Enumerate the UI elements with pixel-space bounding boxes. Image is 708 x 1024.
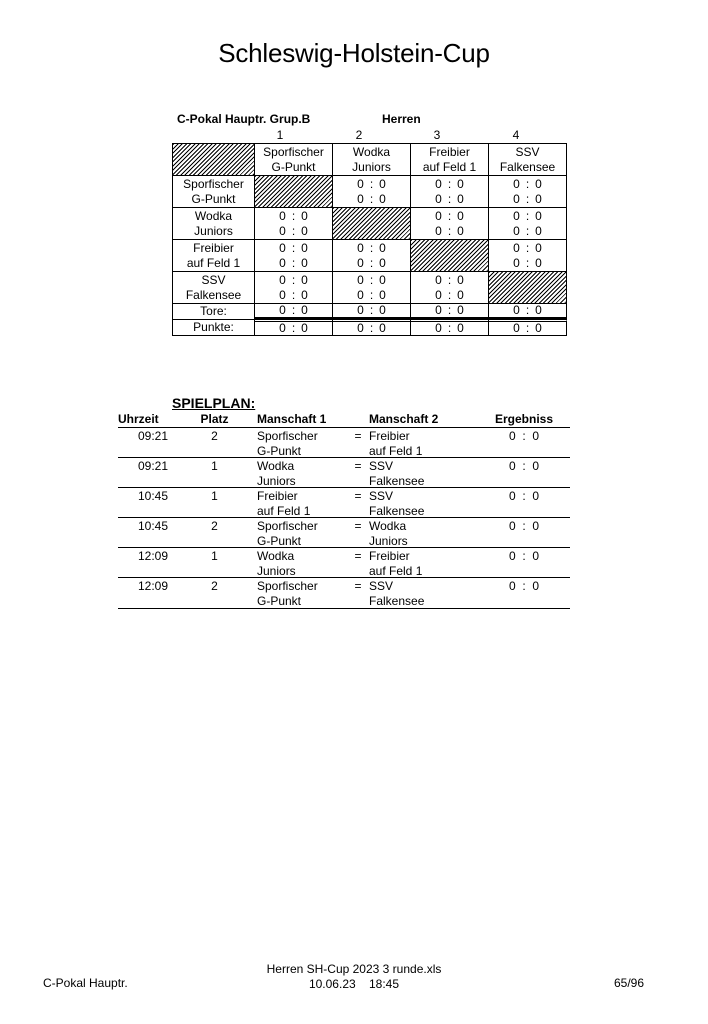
game-eq: = bbox=[354, 459, 362, 473]
score-home: 0 bbox=[279, 208, 286, 223]
column-number: 1 bbox=[276, 128, 284, 142]
score-home: 0 bbox=[279, 272, 286, 287]
team1-line2: Juniors bbox=[257, 474, 296, 488]
score-away: 0 bbox=[535, 223, 542, 238]
score-away: 0 bbox=[457, 303, 464, 317]
team-column-header bbox=[332, 143, 411, 176]
team-column-header bbox=[410, 143, 489, 176]
game-team2 bbox=[369, 549, 479, 577]
category-label: Herren bbox=[382, 112, 421, 126]
score bbox=[435, 209, 464, 224]
score-sep: : bbox=[291, 208, 296, 223]
header-time: Uhrzeit bbox=[118, 412, 159, 426]
score-sep: : bbox=[447, 176, 452, 191]
result-cell bbox=[254, 207, 333, 240]
score-sep: : bbox=[291, 255, 296, 270]
team-name-line1: SSV bbox=[201, 272, 226, 287]
score-away: 0 bbox=[301, 272, 308, 287]
score-away: 0 bbox=[457, 208, 464, 223]
score-home: 0 bbox=[357, 191, 364, 206]
score bbox=[513, 224, 542, 239]
score bbox=[279, 303, 308, 318]
team-name-line1: Wodka bbox=[352, 144, 391, 159]
score bbox=[357, 241, 386, 256]
team1-line2: Juniors bbox=[257, 564, 296, 578]
schedule-row bbox=[118, 578, 570, 609]
score-home: 0 bbox=[435, 272, 442, 287]
team-name-line2: G-Punkt bbox=[271, 159, 316, 174]
score-away: 0 bbox=[301, 255, 308, 270]
score-sep: : bbox=[525, 191, 530, 206]
game-result: 0 : 0 bbox=[508, 549, 540, 563]
score-home: 0 bbox=[279, 303, 286, 317]
team-name-line1: SSV bbox=[515, 144, 540, 159]
score bbox=[279, 273, 308, 288]
score bbox=[435, 192, 464, 207]
schedule-row bbox=[118, 518, 570, 548]
score-sep: : bbox=[291, 287, 296, 302]
game-team2 bbox=[369, 579, 479, 608]
team2-line2: auf Feld 1 bbox=[369, 444, 423, 458]
score bbox=[279, 288, 308, 303]
game-eq: = bbox=[354, 489, 362, 503]
score-away: 0 bbox=[535, 303, 542, 317]
team1-line1: Sporfischer bbox=[257, 579, 318, 593]
schedule-row bbox=[118, 548, 570, 578]
team-row-header bbox=[172, 239, 255, 272]
score-away: 0 bbox=[457, 287, 464, 302]
score-away: 0 bbox=[535, 176, 542, 191]
score bbox=[435, 273, 464, 288]
team-name-line2: Falkensee bbox=[185, 287, 242, 302]
score-away: 0 bbox=[379, 255, 386, 270]
team1-line1: Freibier bbox=[257, 489, 298, 503]
game-team1 bbox=[257, 579, 347, 608]
score bbox=[435, 303, 464, 318]
column-number: 3 bbox=[433, 128, 441, 142]
score-sep: : bbox=[291, 272, 296, 287]
score bbox=[435, 321, 464, 336]
score-home: 0 bbox=[279, 223, 286, 238]
result-cell bbox=[488, 207, 567, 240]
game-result: 0 : 0 bbox=[508, 459, 540, 473]
score-sep: : bbox=[369, 303, 374, 317]
team-name-line1: Sporfischer bbox=[183, 176, 244, 191]
score bbox=[357, 192, 386, 207]
game-team2 bbox=[369, 459, 479, 487]
score bbox=[513, 192, 542, 207]
result-cell bbox=[410, 207, 489, 240]
team1-line1: Wodka bbox=[257, 549, 295, 563]
score-home: 0 bbox=[357, 176, 364, 191]
cross-table bbox=[172, 143, 570, 335]
score-away: 0 bbox=[535, 255, 542, 270]
score-away: 0 bbox=[535, 208, 542, 223]
cross-row bbox=[172, 239, 570, 271]
cross-row bbox=[172, 175, 570, 207]
game-team2 bbox=[369, 429, 479, 457]
team-column-header bbox=[254, 143, 333, 176]
score-home: 0 bbox=[513, 208, 520, 223]
cross-header-row bbox=[172, 143, 570, 175]
score bbox=[279, 241, 308, 256]
result-cell bbox=[332, 239, 411, 272]
game-platz: 1 bbox=[211, 459, 218, 473]
score-sep: : bbox=[369, 176, 374, 191]
score bbox=[357, 177, 386, 192]
team-name-line2: Falkensee bbox=[499, 159, 556, 174]
score-home: 0 bbox=[357, 303, 364, 317]
tore-label: Tore: bbox=[172, 303, 255, 320]
score-sep: : bbox=[447, 272, 452, 287]
game-platz: 2 bbox=[211, 429, 218, 443]
team-name-line1: Freibier bbox=[193, 240, 234, 255]
score-sep: : bbox=[291, 321, 296, 335]
score-sep: : bbox=[369, 287, 374, 302]
score bbox=[513, 177, 542, 192]
score-sep: : bbox=[525, 303, 530, 317]
header-platz: Platz bbox=[200, 412, 229, 426]
score-away: 0 bbox=[379, 287, 386, 302]
diagonal-hatch bbox=[488, 271, 567, 304]
score-sep: : bbox=[447, 287, 452, 302]
team2-line1: SSV bbox=[369, 459, 394, 473]
score-home: 0 bbox=[435, 191, 442, 206]
score-sep: : bbox=[525, 223, 530, 238]
punkte-cell bbox=[254, 319, 333, 336]
score bbox=[513, 321, 542, 336]
score-away: 0 bbox=[457, 223, 464, 238]
tore-row bbox=[172, 303, 570, 319]
team-name-line2: G-Punkt bbox=[191, 191, 236, 206]
game-time: 09:21 bbox=[137, 459, 168, 473]
score bbox=[357, 303, 386, 318]
schedule-row bbox=[118, 458, 570, 488]
team1-line2: G-Punkt bbox=[257, 594, 302, 608]
score-sep: : bbox=[369, 191, 374, 206]
score-home: 0 bbox=[435, 223, 442, 238]
score-home: 0 bbox=[279, 240, 286, 255]
score-away: 0 bbox=[535, 321, 542, 335]
game-eq: = bbox=[354, 429, 362, 443]
team2-line1: SSV bbox=[369, 489, 394, 503]
score-sep: : bbox=[525, 176, 530, 191]
score bbox=[435, 224, 464, 239]
score-sep: : bbox=[369, 272, 374, 287]
score-home: 0 bbox=[513, 223, 520, 238]
score-away: 0 bbox=[301, 240, 308, 255]
score-sep: : bbox=[525, 240, 530, 255]
score-home: 0 bbox=[357, 272, 364, 287]
score-away: 0 bbox=[457, 272, 464, 287]
score-sep: : bbox=[525, 255, 530, 270]
header-spacer bbox=[347, 412, 369, 427]
team2-line2: Falkensee bbox=[369, 474, 425, 488]
punkte-cell bbox=[410, 319, 489, 336]
result-cell bbox=[410, 271, 489, 304]
group-header: C-Pokal Hauptr. Grup.B bbox=[177, 112, 311, 126]
score bbox=[357, 256, 386, 271]
schedule-row bbox=[118, 428, 570, 458]
game-result: 0 : 0 bbox=[508, 489, 540, 503]
team-row-header bbox=[172, 207, 255, 240]
result-cell bbox=[410, 175, 489, 208]
score-home: 0 bbox=[279, 321, 286, 335]
score-away: 0 bbox=[301, 287, 308, 302]
score-sep: : bbox=[447, 208, 452, 223]
score-away: 0 bbox=[457, 321, 464, 335]
team2-line2: Juniors bbox=[369, 534, 408, 548]
score-home: 0 bbox=[513, 321, 520, 335]
score-away: 0 bbox=[301, 321, 308, 335]
score bbox=[513, 303, 542, 318]
corner-hatch bbox=[172, 143, 255, 176]
team2-line2: auf Feld 1 bbox=[369, 564, 423, 578]
game-team1 bbox=[257, 519, 347, 547]
team2-line1: Wodka bbox=[369, 519, 407, 533]
team2-line2: Falkensee bbox=[369, 594, 425, 608]
result-cell bbox=[488, 175, 567, 208]
game-platz: 1 bbox=[211, 549, 218, 563]
score-home: 0 bbox=[513, 303, 520, 317]
score-home: 0 bbox=[513, 255, 520, 270]
score-away: 0 bbox=[301, 303, 308, 317]
score-home: 0 bbox=[513, 240, 520, 255]
team1-line2: G-Punkt bbox=[257, 534, 302, 548]
score-sep: : bbox=[447, 191, 452, 206]
score-home: 0 bbox=[435, 176, 442, 191]
punkte-label: Punkte: bbox=[172, 319, 255, 336]
team-name-line2: auf Feld 1 bbox=[422, 159, 477, 174]
tore-cell bbox=[254, 303, 333, 320]
score bbox=[357, 288, 386, 303]
score bbox=[279, 321, 308, 336]
schedule-table bbox=[118, 412, 570, 609]
game-eq: = bbox=[354, 579, 362, 593]
score-away: 0 bbox=[379, 303, 386, 317]
game-platz: 2 bbox=[211, 519, 218, 533]
score-home: 0 bbox=[279, 287, 286, 302]
footer-page: 65/96 bbox=[614, 976, 645, 990]
score-home: 0 bbox=[357, 255, 364, 270]
score-sep: : bbox=[525, 321, 530, 335]
score-away: 0 bbox=[301, 208, 308, 223]
team-name-line1: Wodka bbox=[194, 208, 233, 223]
game-time: 10:45 bbox=[137, 489, 168, 503]
column-number: 2 bbox=[355, 128, 363, 142]
score-away: 0 bbox=[379, 176, 386, 191]
game-team1 bbox=[257, 489, 347, 517]
score-sep: : bbox=[291, 223, 296, 238]
cross-row bbox=[172, 271, 570, 303]
column-number: 4 bbox=[512, 128, 520, 142]
team-row-header bbox=[172, 271, 255, 304]
score-home: 0 bbox=[435, 303, 442, 317]
score-home: 0 bbox=[513, 191, 520, 206]
score-home: 0 bbox=[435, 321, 442, 335]
footer-left: C-Pokal Hauptr. bbox=[43, 976, 128, 990]
score-home: 0 bbox=[513, 176, 520, 191]
result-cell bbox=[254, 271, 333, 304]
result-cell bbox=[488, 239, 567, 272]
team2-line2: Falkensee bbox=[369, 504, 425, 518]
schedule-header bbox=[118, 412, 570, 428]
diagonal-hatch bbox=[410, 239, 489, 272]
score-away: 0 bbox=[457, 191, 464, 206]
footer-file: Herren SH-Cup 2023 3 runde.xls bbox=[266, 962, 442, 976]
score-home: 0 bbox=[357, 321, 364, 335]
score bbox=[279, 256, 308, 271]
game-time: 12:09 bbox=[137, 549, 168, 563]
score-sep: : bbox=[369, 321, 374, 335]
tore-cell bbox=[332, 303, 411, 320]
tore-cell bbox=[410, 303, 489, 320]
score bbox=[435, 177, 464, 192]
score bbox=[435, 288, 464, 303]
game-team1 bbox=[257, 429, 347, 457]
score-home: 0 bbox=[435, 208, 442, 223]
team2-line1: Freibier bbox=[369, 429, 410, 443]
team2-line1: SSV bbox=[369, 579, 394, 593]
tore-cell bbox=[488, 303, 567, 320]
score-away: 0 bbox=[379, 240, 386, 255]
score-home: 0 bbox=[357, 240, 364, 255]
punkte-cell bbox=[488, 319, 567, 336]
cross-row bbox=[172, 207, 570, 239]
team-name-line2: auf Feld 1 bbox=[186, 255, 241, 270]
result-cell bbox=[254, 239, 333, 272]
punkte-row bbox=[172, 319, 570, 335]
team1-line2: G-Punkt bbox=[257, 444, 302, 458]
team-name-line2: Juniors bbox=[352, 159, 391, 174]
game-time: 09:21 bbox=[137, 429, 168, 443]
team1-line1: Wodka bbox=[257, 459, 295, 473]
score bbox=[279, 209, 308, 224]
score-sep: : bbox=[291, 240, 296, 255]
team-row-header bbox=[172, 175, 255, 208]
score bbox=[279, 224, 308, 239]
page-title: Schleswig-Holstein-Cup bbox=[218, 38, 490, 68]
score-away: 0 bbox=[457, 176, 464, 191]
team1-line1: Sporfischer bbox=[257, 429, 318, 443]
game-platz: 2 bbox=[211, 579, 218, 593]
schedule-row bbox=[118, 488, 570, 518]
score-sep: : bbox=[525, 208, 530, 223]
result-cell bbox=[332, 271, 411, 304]
header-team1: Manschaft 1 bbox=[257, 412, 327, 426]
game-team1 bbox=[257, 549, 347, 577]
score-sep: : bbox=[447, 223, 452, 238]
team-name-line1: Freibier bbox=[429, 144, 470, 159]
game-eq: = bbox=[354, 519, 362, 533]
score-sep: : bbox=[291, 303, 296, 317]
team-name-line1: Sporfischer bbox=[263, 144, 324, 159]
game-eq: = bbox=[354, 549, 362, 563]
diagonal-hatch bbox=[332, 207, 411, 240]
score-away: 0 bbox=[379, 191, 386, 206]
footer-datetime: 10.06.23 18:45 bbox=[308, 977, 400, 991]
game-platz: 1 bbox=[211, 489, 218, 503]
game-result: 0 : 0 bbox=[508, 579, 540, 593]
score-away: 0 bbox=[379, 272, 386, 287]
score-sep: : bbox=[447, 321, 452, 335]
diagonal-hatch bbox=[254, 175, 333, 208]
header-team2: Manschaft 2 bbox=[369, 412, 439, 426]
score-sep: : bbox=[369, 255, 374, 270]
header-result: Ergebniss bbox=[494, 412, 554, 426]
team2-line1: Freibier bbox=[369, 549, 410, 563]
game-team2 bbox=[369, 489, 479, 517]
score-sep: : bbox=[369, 240, 374, 255]
score-sep: : bbox=[447, 303, 452, 317]
team1-line2: auf Feld 1 bbox=[257, 504, 311, 518]
punkte-cell bbox=[332, 319, 411, 336]
game-team2 bbox=[369, 519, 479, 547]
score-away: 0 bbox=[535, 240, 542, 255]
score-away: 0 bbox=[379, 321, 386, 335]
spielplan-title: SPIELPLAN: bbox=[172, 395, 256, 411]
score bbox=[357, 273, 386, 288]
game-result: 0 : 0 bbox=[508, 429, 540, 443]
game-time: 12:09 bbox=[137, 579, 168, 593]
score-home: 0 bbox=[357, 287, 364, 302]
team-name-line2: Juniors bbox=[194, 223, 233, 238]
game-result: 0 : 0 bbox=[508, 519, 540, 533]
score-home: 0 bbox=[435, 287, 442, 302]
team-column-header bbox=[488, 143, 567, 176]
game-time: 10:45 bbox=[137, 519, 168, 533]
score-away: 0 bbox=[301, 223, 308, 238]
score bbox=[357, 321, 386, 336]
score-away: 0 bbox=[535, 191, 542, 206]
score bbox=[513, 256, 542, 271]
game-team1 bbox=[257, 459, 347, 487]
team1-line1: Sporfischer bbox=[257, 519, 318, 533]
score bbox=[513, 209, 542, 224]
score bbox=[513, 241, 542, 256]
result-cell bbox=[332, 175, 411, 208]
score-home: 0 bbox=[279, 255, 286, 270]
